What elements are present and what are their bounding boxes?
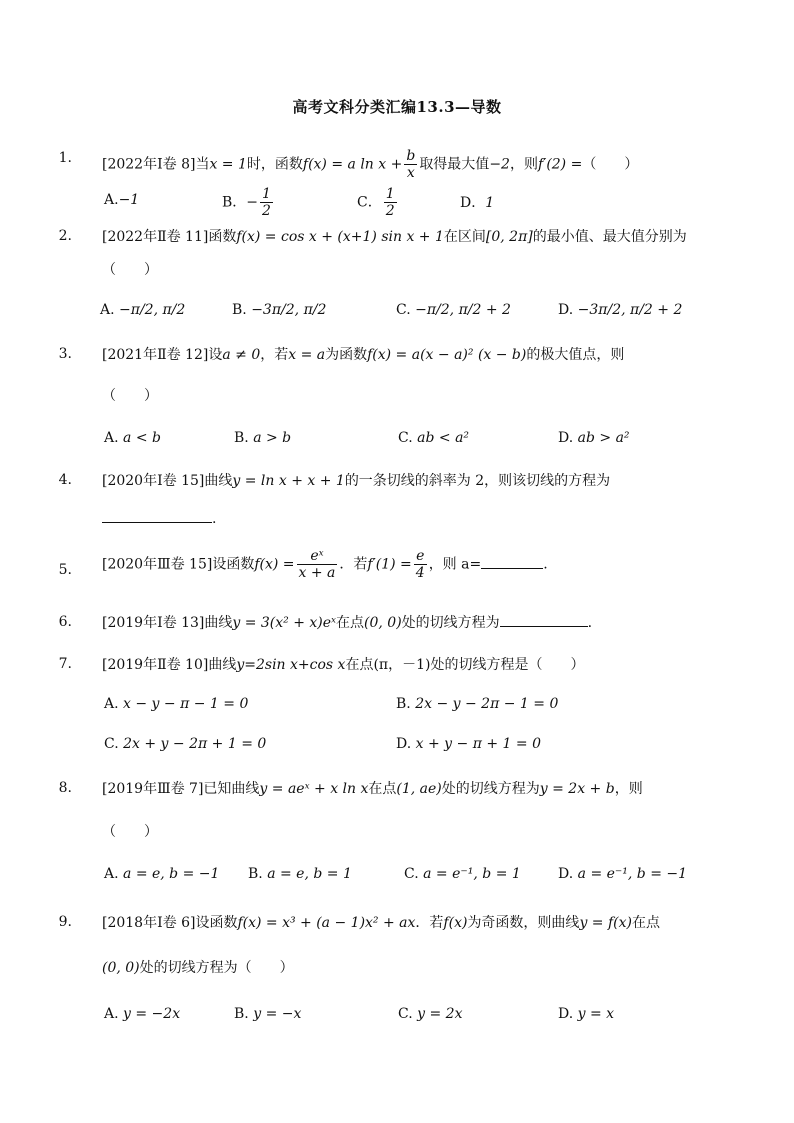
option-c[interactable]: C. a = e⁻¹, b = 1 (404, 866, 521, 882)
fraction: $\frac{b}{x}$ (406, 148, 416, 181)
answer-blank[interactable] (481, 554, 543, 569)
question-text: [2019年Ⅱ卷 10]曲线y=2sin x+cos x在点(π，－1)处的切线方程是（ ） (102, 657, 585, 673)
option-d[interactable]: D. y = x (558, 1006, 615, 1022)
option-a[interactable]: A. −π/2, π/2 (100, 302, 186, 318)
option-c[interactable]: C. y = 2x (398, 1006, 463, 1022)
question-text (102, 148, 638, 181)
option-d[interactable]: D. x + y − π + 1 = 0 (396, 736, 541, 752)
option-d[interactable]: D．1 (460, 195, 495, 211)
answer-paren: （ ） (102, 824, 158, 840)
answer-blank[interactable]: . (102, 508, 216, 529)
option-b[interactable]: B．− $\frac{1}{2}$ (222, 186, 271, 219)
answer-paren: （ ） (102, 388, 158, 404)
question-text: [2020年Ⅲ卷 15]设函数f(x) = $\frac{\text{eˣ}}{x + a}$ ．若f′(1) = $\frac{e}{4}$ ，则 a= . (102, 548, 548, 581)
math: x = 1 (209, 156, 247, 173)
option-c[interactable]: C. −π/2, π/2 + 2 (396, 302, 511, 318)
question-number: 3. (58, 346, 72, 362)
option-d[interactable]: D. ab > a² (558, 430, 630, 446)
question-number: 4. (58, 472, 72, 488)
question-number: 1. (58, 150, 72, 166)
question-text: [2022年Ⅱ卷 11]函数f(x) = cos x + (x+1) sin x + 1在区间[0, 2π]的最小值、最大值分别为 (102, 229, 687, 245)
text: ，则 (509, 156, 538, 173)
question-text: [2018年Ⅰ卷 6]设函数f(x) = x³ + (a − 1)x² + ax．若f(x)为奇函数，则曲线y = f(x)在点 (102, 915, 660, 931)
question-number: 2. (58, 228, 72, 244)
text: 取得最大值 (419, 156, 490, 173)
option-a[interactable]: A. a = e, b = −1 (104, 866, 220, 882)
page-title: 高考文科分类汇编13.3—导数 (292, 98, 502, 116)
question-text: [2021年Ⅱ卷 12]设a ≠ 0，若x = a为函数f(x) = a(x − a)² (x − b)的极大值点，则 (102, 347, 625, 363)
math: −2 (489, 156, 510, 173)
question-number: 5. (58, 562, 72, 578)
option-b[interactable]: B. a = e, b = 1 (248, 866, 352, 882)
question-source: [2022年Ⅰ卷 8]当 (102, 156, 210, 173)
text: 时，函数 (246, 156, 303, 173)
option-c[interactable]: C. ab < a² (398, 430, 470, 446)
option-b[interactable]: B. 2x − y − 2π − 1 = 0 (396, 696, 559, 712)
answer-paren: （ ） (582, 156, 639, 173)
option-d[interactable]: D. −3π/2, π/2 + 2 (558, 302, 683, 318)
answer-paren: （ ） (102, 262, 158, 278)
option-b[interactable]: B. −3π/2, π/2 (232, 302, 327, 318)
option-b[interactable]: B. y = −x (234, 1006, 302, 1022)
question-text-cont: (0, 0)处的切线方程为（ ） (102, 960, 294, 976)
option-c[interactable]: C. 2x + y − 2π + 1 = 0 (104, 736, 267, 752)
question-text: [2020年Ⅰ卷 15]曲线y = ln x + x + 1的一条切线的斜率为 2，则该切线的方程为 (102, 473, 611, 489)
question-number: 9. (58, 914, 72, 930)
math: f′(2) = (537, 156, 583, 173)
option-c[interactable]: C． $\frac{1}{2}$ (357, 186, 395, 219)
option-a[interactable]: A.−1 (104, 192, 140, 208)
question-number: 6. (58, 614, 72, 630)
option-a[interactable]: A. a < b (104, 430, 161, 446)
question-text: [2019年Ⅲ卷 7]已知曲线y = aeˣ + x ln x在点(1, ae)处的切线方程为y = 2x + b，则 (102, 781, 643, 797)
question-number: 8. (58, 780, 72, 796)
answer-blank[interactable] (500, 612, 588, 627)
question-number: 7. (58, 656, 72, 672)
option-a[interactable]: A. y = −2x (104, 1006, 181, 1022)
math: f(x) = a ln x + (302, 156, 403, 173)
question-text: [2019年Ⅰ卷 13]曲线y = 3(x² + x)eˣ在点(0, 0)处的切线方程为 . (102, 612, 592, 632)
option-a[interactable]: A. x − y − π − 1 = 0 (104, 696, 249, 712)
option-b[interactable]: B. a > b (234, 430, 292, 446)
option-d[interactable]: D. a = e⁻¹, b = −1 (558, 866, 688, 882)
